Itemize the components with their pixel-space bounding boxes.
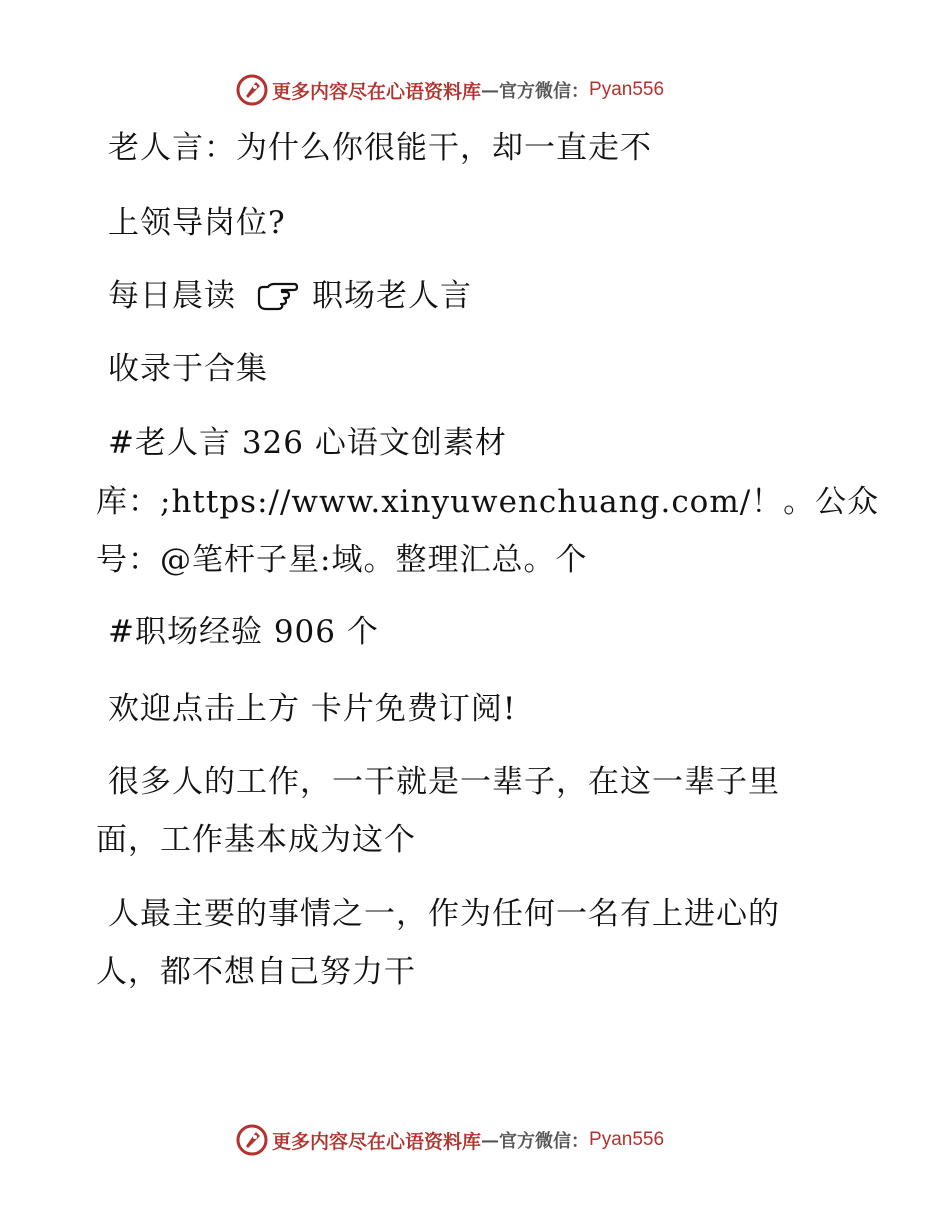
banner-wechat-id: Pyan556 <box>589 79 665 100</box>
banner-main-text: 更多内容尽在心语资料库 <box>272 1130 482 1153</box>
column-label[interactable] <box>108 276 472 316</box>
banner-wechat-id: Pyan556 <box>589 1129 665 1150</box>
banner-sub-text: 官方微信： <box>499 81 590 102</box>
column-suffix: 职场老人言 <box>312 278 472 314</box>
banner-sub-text: 官方微信： <box>499 1131 590 1152</box>
source-line-2: 号：@笔杆子星:域。整理汇总。个 <box>96 542 588 578</box>
article-title-line-2: 上领导岗位? <box>108 205 286 241</box>
tag-laorenyan[interactable]: #老人言 326 心语文创素材 <box>108 425 507 461</box>
subscribe-prompt: 欢迎点击上方 卡片免费订阅! <box>108 691 517 727</box>
header-banner <box>236 72 664 108</box>
paragraph-2-line-2: 人，都不想自己努力干 <box>96 954 416 990</box>
banner-main-text: 更多内容尽在心语资料库 <box>272 80 482 103</box>
article-title-line-1: 老人言：为什么你很能干，却一直走不 <box>108 130 652 166</box>
banner-dash: — <box>481 79 500 101</box>
paragraph-1-line-1: 很多人的工作，一干就是一辈子，在这一辈子里 <box>108 764 780 800</box>
column-prefix: 每日晨读 <box>108 278 236 314</box>
banner-dash: — <box>481 1129 500 1151</box>
pen-nib-logo-icon <box>236 74 268 106</box>
source-line-1: 库：;https://www.xinyuwenchuang.com/！。公众 <box>96 484 880 520</box>
paragraph-1-line-2: 面，工作基本成为这个 <box>96 822 416 858</box>
footer-banner <box>236 1122 664 1158</box>
collection-label[interactable]: 收录于合集 <box>108 351 268 387</box>
pen-nib-logo-icon <box>236 1124 268 1156</box>
tag-career-experience[interactable]: #职场经验 906 个 <box>108 614 379 650</box>
paragraph-2-line-1: 人最主要的事情之一，作为任何一名有上进心的 <box>108 896 780 932</box>
pointing-hand-icon <box>256 281 298 311</box>
